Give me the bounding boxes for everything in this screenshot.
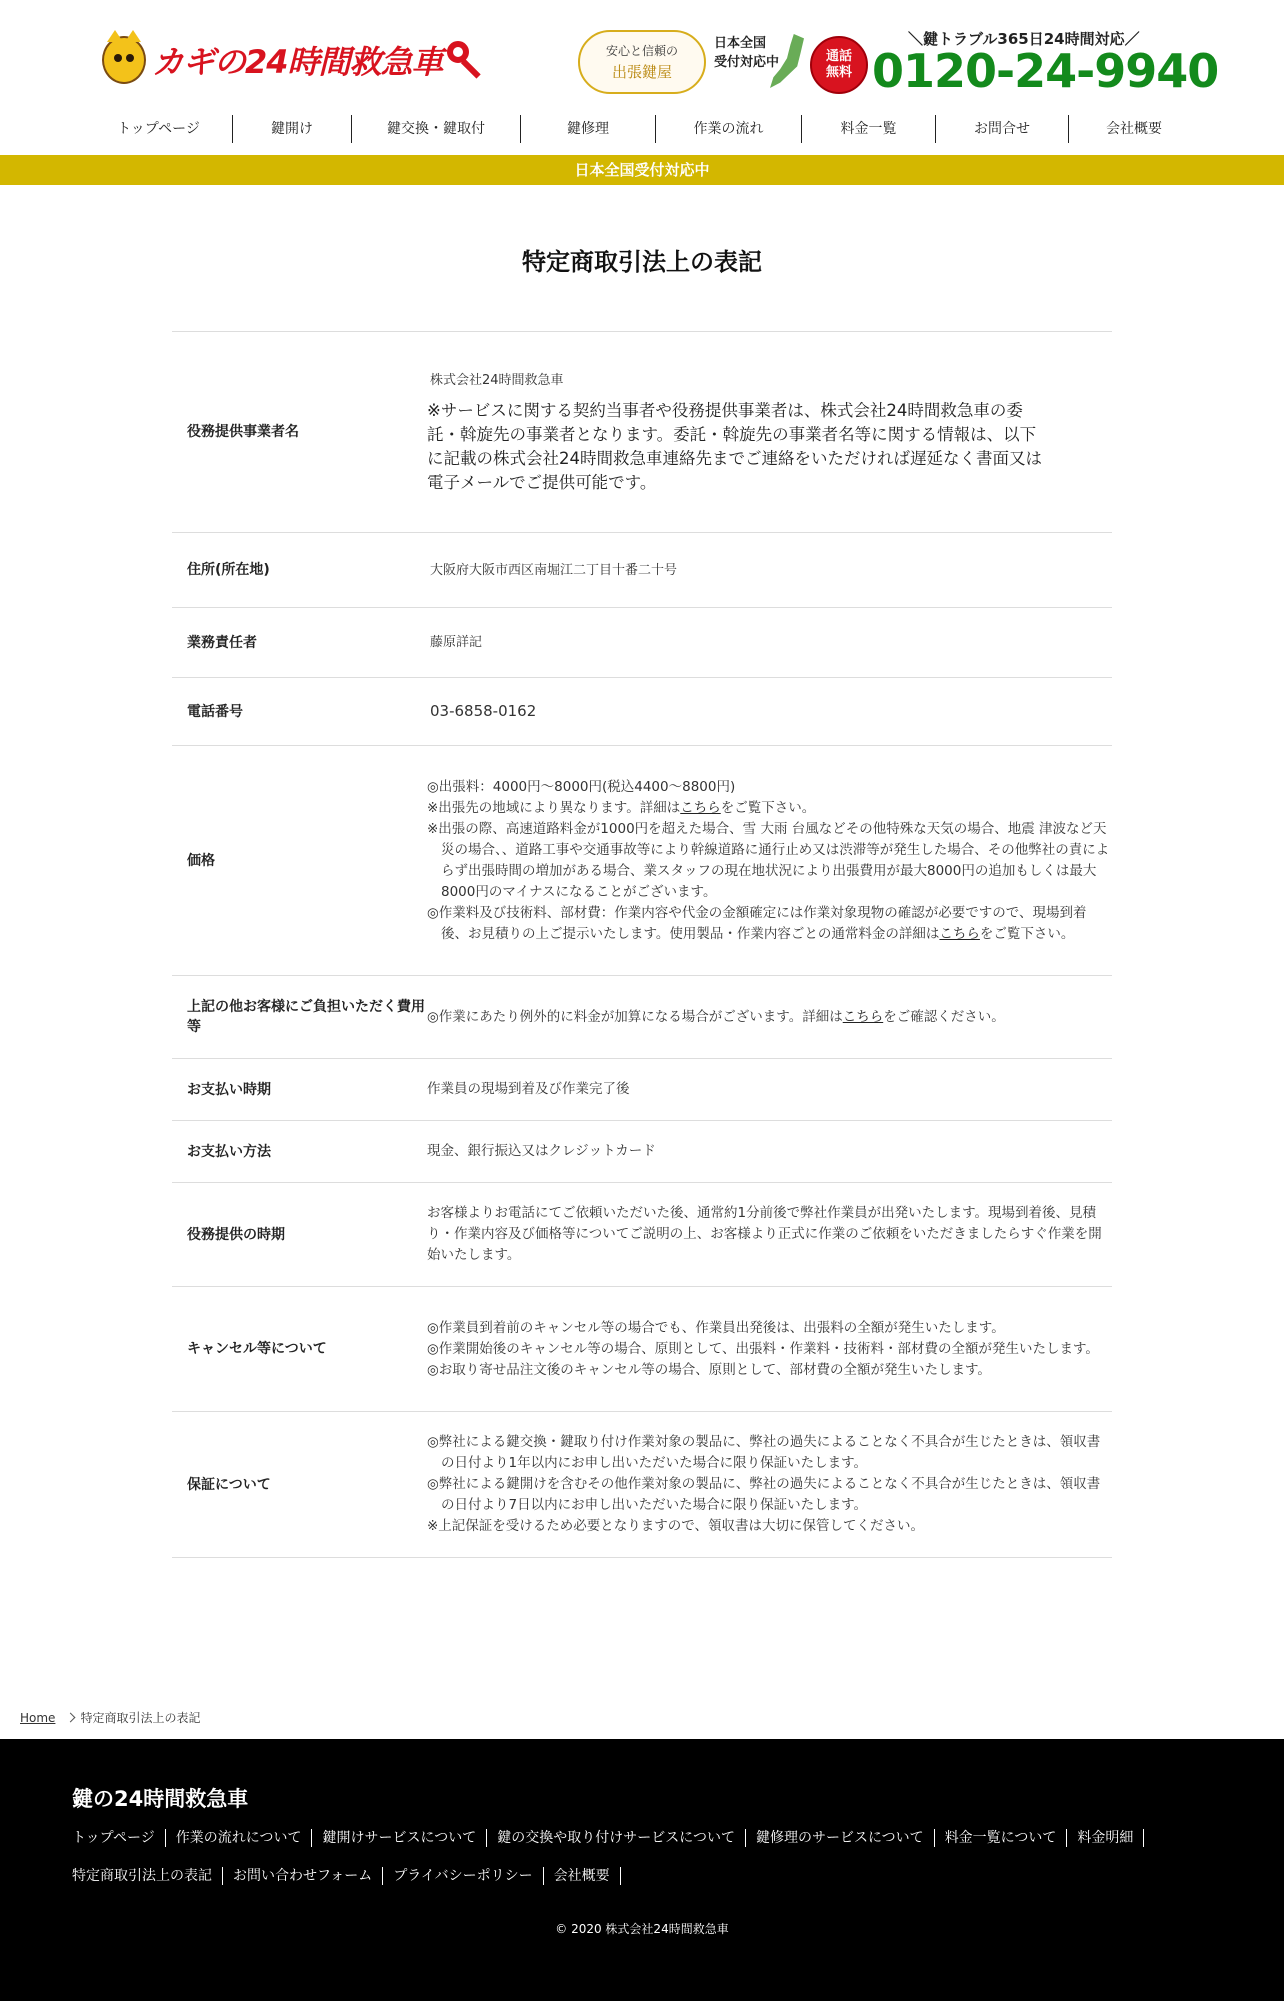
- price-line: [427, 903, 1112, 945]
- row-label: 上記の他お客様にご負担いただく費用等: [187, 999, 425, 1035]
- footer-link-key-repair[interactable]: 鍵修理のサービスについて: [746, 1829, 935, 1847]
- provider-company: 株式会社24時間救急車: [430, 372, 564, 388]
- warranty-line: ◎弊社による鍵交換・鍵取り付け作業対象の製品に、弊社の過失によることなく不具合が生じたときは、領収書の日付より1年以内にお申し出いただいた場合に限り保証いたします。: [427, 1434, 1101, 1471]
- row-value: [427, 332, 1112, 532]
- cancel-line: ◎作業員到着前のキャンセル等の場合でも、作業員出発後は、出張料の全額が発生いたします。: [427, 1319, 1005, 1336]
- row-value: [427, 1287, 1112, 1411]
- price-text: をご覧下さい。: [979, 925, 1075, 942]
- row-label: お支払い方法: [187, 1143, 271, 1160]
- legal-info-table: [172, 331, 1112, 1558]
- row-value: [427, 608, 1112, 677]
- cancel-line: ◎作業開始後のキャンセル等の場合、原則として、出張料・作業料・技術料・部材費の全額が発生いたします。: [427, 1340, 1099, 1357]
- footer-link-legal[interactable]: 特定商取引法上の表記: [72, 1867, 223, 1885]
- extra-fees-link[interactable]: こちら: [842, 1008, 884, 1025]
- footer-title: 鍵の24時間救急車: [72, 1787, 249, 1811]
- row-label: 価格: [187, 852, 215, 869]
- global-nav: [85, 115, 1199, 147]
- chevron-right-icon: [66, 1713, 76, 1723]
- footer-link-price-details[interactable]: 料金明細: [1067, 1829, 1144, 1847]
- row-value: 現金、銀行振込又はクレジットカード: [427, 1143, 656, 1159]
- cancel-line: ◎お取り寄せ品注文後のキャンセル等の場合、原則として、部材費の全額が発生いたします。: [427, 1361, 991, 1378]
- row-value: [427, 533, 1112, 607]
- nationwide-badge-line2: 受付対応中: [714, 55, 780, 70]
- row-label: 業務責任者: [187, 634, 257, 651]
- nav-item-key-exchange[interactable]: 鍵交換・鍵取付: [352, 115, 521, 143]
- table-row: [172, 332, 1112, 533]
- footer-link-top[interactable]: トップページ: [72, 1829, 166, 1847]
- cat-mascot-icon: [102, 36, 146, 84]
- trust-badge-line2: 出張鍵屋: [611, 63, 672, 81]
- manager-value: 藤原詳記: [430, 635, 483, 650]
- other-fees-line: [427, 1007, 1112, 1028]
- key-icon: [447, 41, 485, 79]
- trust-badge-line1: 安心と信頼の: [605, 44, 678, 58]
- free-call-line1: 通話: [825, 49, 852, 64]
- table-row: [172, 1059, 1112, 1121]
- row-label: 役務提供事業者名: [187, 424, 299, 440]
- price-line: ◎出張料：4000円～8000円(税込4400～8800円): [427, 778, 736, 795]
- trust-badge: [578, 30, 706, 94]
- table-row: [172, 533, 1112, 608]
- footer-link-pricing[interactable]: 料金一覧について: [935, 1829, 1068, 1847]
- area-details-link[interactable]: こちら: [680, 799, 721, 816]
- table-row: [172, 1183, 1112, 1287]
- footer-link-workflow[interactable]: 作業の流れについて: [166, 1829, 313, 1847]
- provider-note: ※サービスに関する契約当事者や役務提供事業者は、株式会社24時間救急車の委託・斡旋先の事業者となります。委託・斡旋先の事業者名等に関する情報は、以下に記載の株式会社24時間救急車連絡先までご連絡をいただければ遅延なく書面又は電子メールでご提供可能です。: [427, 400, 1042, 492]
- nav-item-workflow[interactable]: 作業の流れ: [656, 115, 802, 143]
- phone-tagline: ＼鍵トラブル365日24時間対応／: [908, 30, 1140, 48]
- nationwide-badge-line1: 日本全国: [714, 36, 767, 51]
- row-label: 役務提供の時期: [187, 1226, 285, 1243]
- row-value: [427, 1412, 1112, 1557]
- footer-link-key-exchange[interactable]: 鍵の交換や取り付けサービスについて: [487, 1829, 746, 1847]
- price-line: [427, 798, 1112, 819]
- nav-item-key-repair[interactable]: 鍵修理: [521, 115, 656, 143]
- nationwide-banner: 日本全国受付対応中: [0, 155, 1284, 185]
- table-row: [172, 746, 1112, 976]
- footer-link-contact-form[interactable]: お問い合わせフォーム: [223, 1867, 383, 1885]
- row-label: キャンセル等について: [187, 1341, 327, 1357]
- contact-phone-value: 03-6858-0162: [430, 702, 537, 720]
- page-title: 特定商取引法上の表記: [522, 248, 762, 276]
- price-text: をご覧下さい。: [720, 799, 816, 816]
- row-value: [427, 746, 1112, 975]
- nationwide-badge: [714, 32, 806, 92]
- breadcrumb-current: 特定商取引法上の表記: [80, 1711, 201, 1725]
- table-row: [172, 1287, 1112, 1412]
- footer-link-privacy[interactable]: プライバシーポリシー: [383, 1867, 543, 1885]
- site-footer: [0, 1739, 1284, 2001]
- nav-item-company[interactable]: 会社概要: [1106, 121, 1162, 137]
- table-row: [172, 1412, 1112, 1558]
- free-call-badge: [810, 36, 868, 94]
- row-value: [427, 1183, 1112, 1286]
- row-value: [427, 976, 1112, 1058]
- row-value: 作業員の現場到着及び作業完了後: [427, 1081, 630, 1097]
- footer-link-unlock[interactable]: 鍵開けサービスについて: [312, 1829, 487, 1847]
- table-row: [172, 678, 1112, 746]
- price-text: ※出張先の地域により異なります。詳細は: [427, 799, 681, 816]
- table-row: [172, 976, 1112, 1059]
- copyright: © 2020 株式会社24時間救急車: [555, 1922, 729, 1936]
- row-label: 保証について: [187, 1476, 271, 1493]
- nav-item-unlock[interactable]: 鍵開け: [233, 115, 352, 143]
- site-header: [0, 0, 1284, 115]
- row-value: [427, 678, 1112, 745]
- row-label: 電話番号: [187, 703, 243, 720]
- nav-item-top[interactable]: トップページ: [85, 115, 233, 143]
- service-timing-text: お客様よりお電話にてご依頼いただいた後、通常約1分前後で弊社作業員が出発いたします。現場到着後、見積り・作業内容及び価格等についてご説明の上、お客様より正式に作業のご依頼をいただきましたらすぐ作業を開始いたします。: [427, 1205, 1102, 1263]
- site-logo[interactable]: [102, 36, 485, 84]
- warranty-line: ◎弊社による鍵開けを含むその他作業対象の製品に、弊社の過失によることなく不具合が生じたときは、領収書の日付より7日以内にお申し出いただいた場合に限り保証いたします。: [427, 1476, 1101, 1513]
- row-label: 住所(所在地): [187, 562, 270, 578]
- table-row: [172, 608, 1112, 678]
- nav-item-contact[interactable]: お問合せ: [936, 115, 1069, 143]
- breadcrumb: [20, 1709, 200, 1726]
- price-line: ※出張の際、高速道路料金が1000円を超えた場合、雪 大雨 台風などその他特殊な天気の場合、地震 津波など天災の場合、、道路工事や交通事故等により幹線道路に通行止め又は渋滞等が発生した場合、その他弊社の責によらず出張時間の増加がある場合、業スタッフの現在地状況により出張費用が最大8000円の追加もしくは最大8000円のマイナスになることがございます。: [427, 820, 1110, 900]
- other-fees-text: ◎作業にあたり例外的に料金が加算になる場合がございます。詳細は: [427, 1008, 843, 1025]
- footer-link-company[interactable]: 会社概要: [544, 1867, 621, 1885]
- header-phone-number[interactable]: 0120-24-9940: [872, 44, 1219, 98]
- price-list-link[interactable]: こちら: [939, 925, 980, 942]
- row-label: お支払い時期: [187, 1081, 271, 1098]
- breadcrumb-home-link[interactable]: Home: [20, 1710, 56, 1725]
- nav-item-pricing[interactable]: 料金一覧: [802, 115, 936, 143]
- address-value: 大阪府大阪市西区南堀江二丁目十番二十号: [430, 562, 678, 578]
- table-row: [172, 1121, 1112, 1183]
- free-call-line2: 無料: [825, 65, 852, 80]
- logo-text: カギの24時間救急車: [152, 43, 443, 81]
- price-text: ◎作業料及び技術料、部材費：作業内容や代金の金額確定には作業対象現物の確認が必要ですので、現場到着後、お見積りの上ご提示いたします。使用製品・作業内容ごとの通常料金の詳細は: [427, 904, 1087, 942]
- warranty-line: ※上記保証を受けるため必要となりますので、領収書は大切に保管してください。: [427, 1518, 925, 1534]
- other-fees-text: をご確認ください。: [883, 1008, 1005, 1025]
- footer-links: [72, 1829, 1192, 1885]
